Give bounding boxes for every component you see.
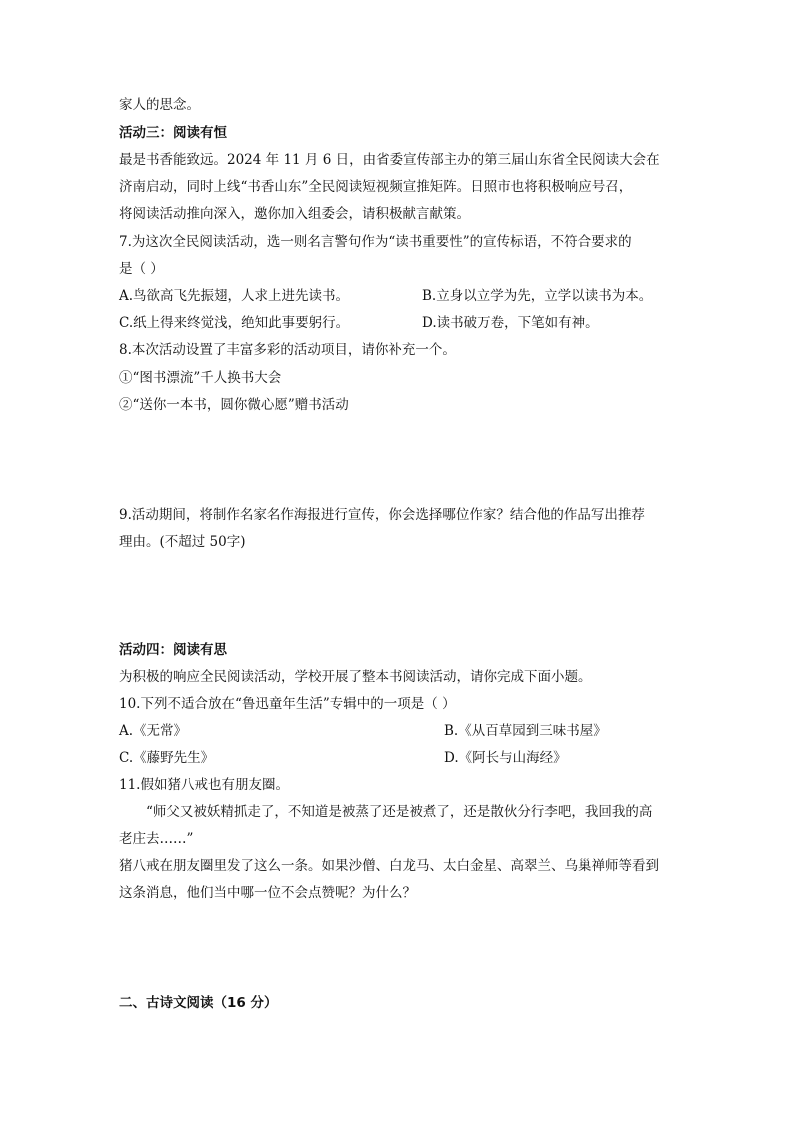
q7-stem-line: 是（ ） xyxy=(119,261,164,277)
activity4-heading: 活动四：阅读有思 xyxy=(119,642,227,658)
q7-option-a: A.鸟欲高飞先振翅，人求上进先读书。 xyxy=(119,288,350,304)
q7-option-d: D.读书破万卷，下笔如有神。 xyxy=(422,315,599,331)
q9-stem-line: 9.活动期间，将制作名家名作海报进行宣传，你会选择哪位作家？结合他的作品写出推荐 xyxy=(119,507,645,523)
q10-option-c: C.《藤野先生》 xyxy=(119,750,215,766)
q7-option-c: C.纸上得来终觉浅，绝知此事要躬行。 xyxy=(119,315,350,331)
section2-heading: 二、古诗文阅读（16 分） xyxy=(119,995,278,1011)
activity3-paragraph-line: 将阅读活动推向深入，邀你加入组委会，请积极献言献策。 xyxy=(119,206,470,222)
q11-question-line: 猪八戒在朋友圈里发了这么一条。如果沙僧、白龙马、太白金星、高翠兰、乌巢禅师等看到 xyxy=(119,858,659,874)
q10-option-d: D.《阿长与山海经》 xyxy=(444,750,567,766)
q9-stem-line: 理由。(不超过 50字) xyxy=(119,534,246,550)
q11-question-line: 这条消息，他们当中哪一位不会点赞呢？为什么？ xyxy=(119,885,416,901)
activity3-paragraph-line: 最是书香能致远。2024 年 11 月 6 日，由省委宣传部主办的第三届山东省全民阅读大会在 xyxy=(119,152,660,168)
q8-item: ②“送你一本书，圆你微心愿”赠书活动 xyxy=(119,397,349,413)
activity4-intro: 为积极的响应全民阅读活动，学校开展了整本书阅读活动，请你完成下面小题。 xyxy=(119,669,592,685)
q10-stem: 10.下列不适合放在“鲁迅童年生活”专辑中的一项是（ ） xyxy=(119,696,456,712)
q7-option-b: B.立身以立学为先，立学以读书为本。 xyxy=(422,288,653,304)
activity3-heading: 活动三：阅读有恒 xyxy=(119,125,227,141)
activity3-paragraph-line: 济南启动，同时上线“书香山东”全民阅读短视频宣推矩阵。日照市也将积极响应号召， xyxy=(119,179,633,195)
q8-stem: 8.本次活动设置了丰富多彩的活动项目，请你补充一个。 xyxy=(119,342,456,358)
q10-option-b: B.《从百草园到三味书屋》 xyxy=(444,723,607,739)
q8-item: ①“图书漂流”千人换书大会 xyxy=(119,370,282,386)
q7-stem-line: 7.为这次全民阅读活动，选一则名言警句作为“读书重要性”的宣传标语，不符合要求的 xyxy=(119,234,632,250)
q11-quote-line: 老庄去……” xyxy=(119,831,194,847)
q10-option-a: A.《无常》 xyxy=(119,723,188,739)
intro-tail-text: 家人的思念。 xyxy=(119,97,200,113)
q11-stem: 11.假如猪八戒也有朋友圈。 xyxy=(119,777,289,793)
q11-quote-line: “师父又被妖精抓走了，不知道是被蒸了还是被煮了，还是散伙分行李吧，我回我的高 xyxy=(146,804,653,820)
